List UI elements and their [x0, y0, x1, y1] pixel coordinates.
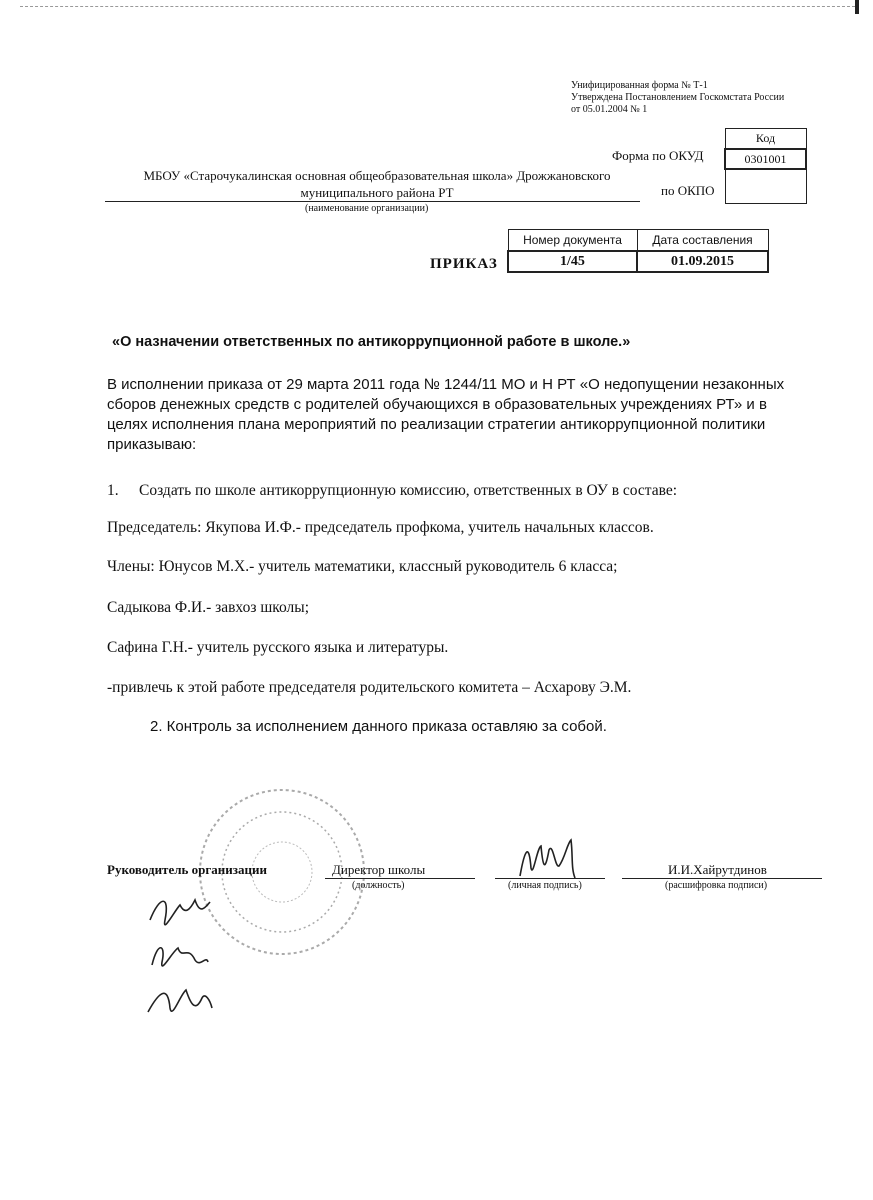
date-label: Дата составления: [637, 230, 768, 252]
director-signature: [515, 838, 585, 883]
order-word: ПРИКАЗ: [430, 256, 498, 272]
okud-value: 0301001: [725, 149, 806, 169]
code-table: [724, 128, 807, 204]
position-underline: [325, 878, 475, 879]
doc-date: 01.09.2015: [637, 251, 768, 272]
item-1-number: 1.: [107, 482, 119, 499]
name-underline: [622, 878, 822, 879]
order-title: «О назначении ответственных по антикоррупционной работе в школе.»: [112, 334, 631, 350]
code-header: Код: [725, 129, 806, 150]
signature-name: И.И.Хайрутдинов: [668, 862, 767, 877]
form-standard-header: [571, 80, 784, 116]
form-line-3: от 05.01.2004 № 1: [571, 104, 648, 115]
acknowledgement-signatures: [140, 890, 220, 1030]
form-line-2: Утверждена Постановлением Госкомстата России: [571, 92, 785, 103]
doc-number-label: Номер документа: [508, 230, 637, 252]
item-2-line: 2. Контроль за исполнением данного приказа оставляю за собой.: [150, 718, 607, 735]
okpo-value: [725, 169, 806, 204]
organization-caption: (наименование организации): [305, 203, 429, 214]
sign-caption: (личная подпись): [508, 880, 582, 891]
okpo-label: по ОКПО: [661, 183, 715, 198]
organization-name: МБОУ «Старочукалинская основная общеобразовательная школа» Дрожжановского муниципального района РТ: [143, 168, 611, 200]
order-number-table: [507, 229, 769, 273]
member-2-line: Садыкова Ф.И.- завхоз школы;: [107, 599, 310, 616]
preamble: В исполнении приказа от 29 марта 2011 года № 1244/11 МО и Н РТ «О недопущении незаконных сборов денежных средств с родителей обучающихся в образовательных учреждениях РТ» и в целях исполнения плана мероприятий по реализации стратегии антикоррупционной политики приказываю:: [107, 376, 785, 453]
top-corner-mark: [855, 0, 859, 14]
item-1-text: Создать по школе антикоррупционную комиссию, ответственных в ОУ в составе:: [139, 482, 678, 499]
position-caption: (должность): [352, 880, 405, 891]
member-3-line: Сафина Г.Н.- учитель русского языка и литературы.: [107, 639, 449, 656]
signature-label: Руководитель организации: [107, 862, 267, 877]
chair-line: Председатель: Якупова И.Ф.- председатель профкома, учитель начальных классов.: [107, 519, 654, 536]
members-line: Члены: Юнусов М.Х.- учитель математики, классный руководитель 6 класса;: [107, 558, 618, 575]
involve-line: -привлечь к этой работе председателя родительского комитета – Асхарову Э.М.: [107, 679, 632, 696]
organization-underline: [105, 201, 640, 202]
signature-position: Директор школы: [332, 862, 426, 877]
doc-number: 1/45: [508, 251, 637, 272]
okud-label: Форма по ОКУД: [612, 148, 704, 163]
top-border-line: [20, 6, 855, 7]
name-caption: (расшифровка подписи): [665, 880, 768, 891]
form-line-1: Унифицированная форма № Т-1: [571, 80, 708, 91]
